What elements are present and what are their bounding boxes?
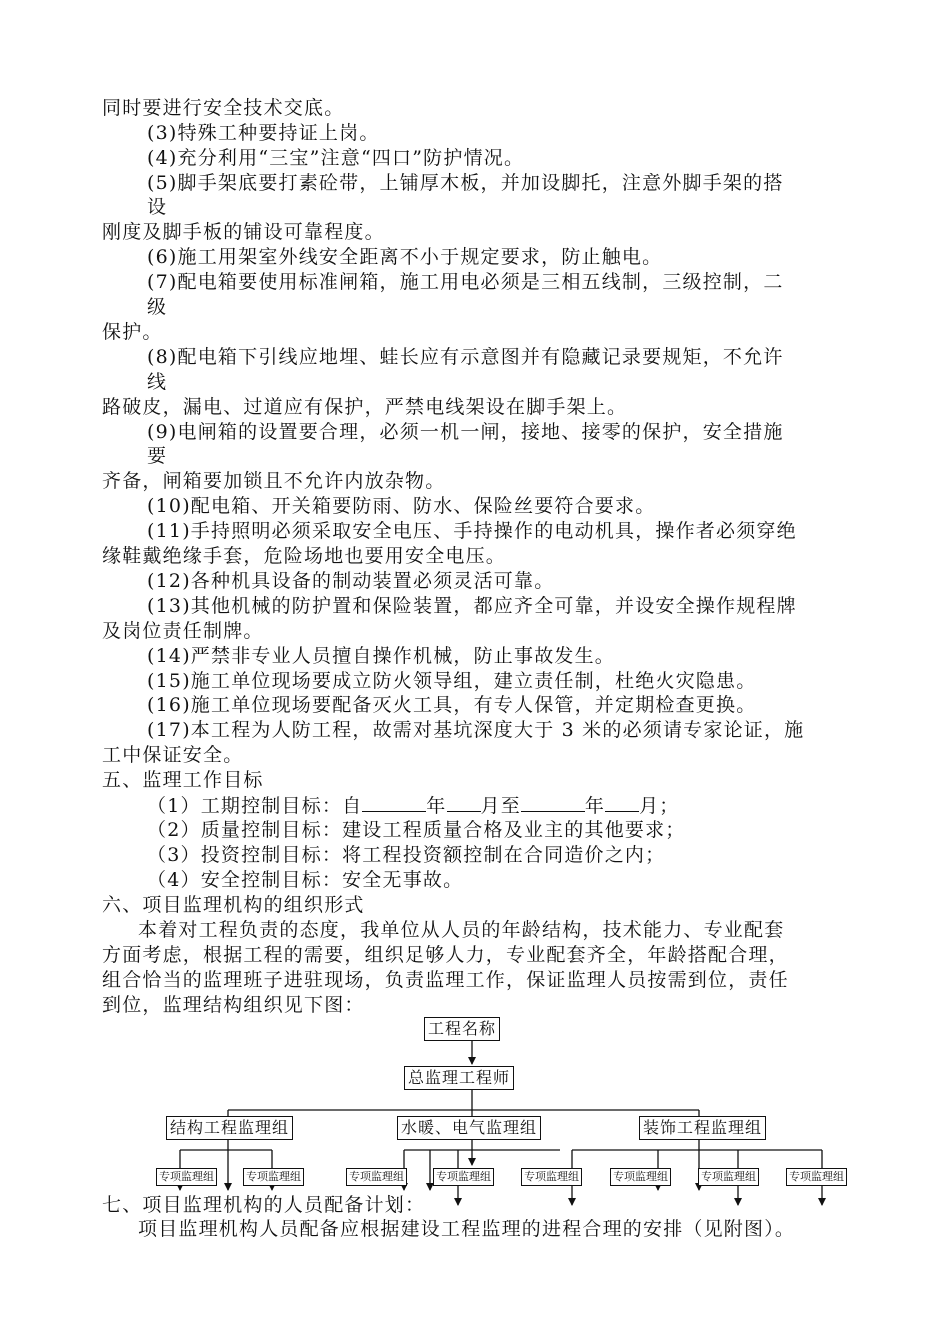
text-line: 同时要进行安全技术交底。: [102, 97, 345, 119]
text-line: (3)特殊工种要持证上岗。: [147, 122, 380, 144]
section6-para-line: 到位，监理结构组织见下图：: [102, 994, 365, 1016]
section7-heading: 七、项目监理机构的人员配备计划：: [102, 1194, 426, 1216]
text-line: (15)施工单位现场要成立防火领导组，建立责任制，杜绝火灾隐患。: [147, 670, 757, 692]
org-subgroup-box: 专项监理组: [243, 1168, 304, 1186]
text-line: (9)电闸箱的设置要合理，必须一机一闸，接地、接零的保护，安全措施: [147, 421, 784, 443]
section5-heading: 五、监理工作目标: [102, 769, 264, 791]
text-line: (17)本工程为人防工程，故需对基坑深度大于 3 米的必须请专家论证，施: [147, 719, 805, 741]
text-line: (13)其他机械的防护置和保险装置，都应齐全可靠，并设安全操作规程牌: [147, 595, 797, 617]
org-subgroup-box: 专项监理组: [433, 1168, 494, 1186]
text-line: (5)脚手架底要打素砼带，上铺厚木板，并加设脚托，注意外脚手架的搭: [147, 172, 784, 194]
goal-year-label: 年: [426, 795, 447, 817]
section6-para-line: 本着对工程负责的态度，我单位从人员的年龄结构，技术能力、专业配套: [138, 919, 785, 941]
goal-year-label: 年: [584, 795, 606, 817]
org-subgroup-box: 专项监理组: [521, 1168, 582, 1186]
org-group-structure: 结构工程监理组: [166, 1116, 293, 1140]
text-line: 工中保证安全。: [102, 744, 244, 766]
org-subgroup-box: 专项监理组: [610, 1168, 671, 1186]
org-subgroup-box: 专项监理组: [346, 1168, 407, 1186]
org-subgroup-box: 专项监理组: [786, 1168, 847, 1186]
text-line: 及岗位责任制牌。: [102, 620, 264, 642]
org-group-decoration: 装饰工程监理组: [639, 1116, 766, 1140]
text-line: 齐备，闸箱要加锁且不允许内放杂物。: [102, 470, 446, 492]
org-subgroup-box: 专项监理组: [698, 1168, 759, 1186]
org-group-mep: 水暖、电气监理组: [397, 1116, 541, 1140]
text-line: (6)施工用架室外线安全距离不小于规定要求，防止触电。: [147, 246, 663, 268]
text-line: (14)严禁非专业人员擅自操作机械，防止事故发生。: [147, 645, 616, 667]
goal-investment: （3）投资控制目标：将工程投资额控制在合同造价之内；: [147, 844, 666, 866]
text-line: (10)配电箱、开关箱要防雨、防水、保险丝要符合要求。: [147, 495, 656, 517]
org-root-box: 工程名称: [424, 1017, 500, 1041]
text-line: 保护。: [102, 321, 163, 343]
text-line: 级: [147, 296, 168, 318]
section6-heading: 六、项目监理机构的组织形式: [102, 894, 365, 916]
text-line: 缘鞋戴绝缘手套，危险场地也要用安全电压。: [102, 545, 507, 567]
goal-schedule-prefix: （1）工期控制目标：自: [147, 795, 363, 817]
text-line: (11)手持照明必须采取安全电压、手持操作的电动机具，操作者必须穿绝: [147, 520, 797, 542]
goal-quality: （2）质量控制目标：建设工程质量合格及业主的其他要求；: [147, 819, 686, 841]
text-line: (12)各种机具设备的制动装置必须灵活可靠。: [147, 570, 555, 592]
text-line: (16)施工单位现场要配备灭火工具，有专人保管，并定期检查更换。: [147, 694, 757, 716]
text-line: 要: [147, 445, 168, 467]
text-line: (4)充分利用“三宝”注意“四口”防护情况。: [147, 147, 525, 169]
goal-safety: （4）安全控制目标：安全无事故。: [147, 869, 464, 891]
text-line: (7)配电箱要使用标准闸箱，施工用电必须是三相五线制，三级控制，二: [147, 271, 784, 293]
goal-month-label: 月；: [639, 795, 680, 817]
section6-para-line: 组合恰当的监理班子进驻现场，负责监理工作，保证监理人员按需到位，责任: [102, 969, 789, 991]
org-subgroup-box: 专项监理组: [156, 1168, 217, 1186]
org-chief-box: 总监理工程师: [404, 1066, 514, 1090]
text-line: 线: [147, 371, 168, 393]
text-line: 路破皮，漏电、过道应有保护，严禁电线架设在脚手架上。: [102, 396, 628, 418]
text-line: 刚度及脚手板的铺设可靠程度。: [102, 221, 385, 243]
text-line: (8)配电箱下引线应地埋、蛙长应有示意图并有隐藏记录要规矩，不允许: [147, 346, 784, 368]
section6-para-line: 方面考虑，根据工程的需要，组织足够人力，专业配套齐全，年龄搭配合理，: [102, 944, 789, 966]
text-line: 设: [147, 196, 168, 218]
section7-para: 项目监理机构人员配备应根据建设工程监理的进程合理的安排（见附图）。: [138, 1218, 796, 1240]
goal-month-label: 月至: [480, 795, 521, 817]
